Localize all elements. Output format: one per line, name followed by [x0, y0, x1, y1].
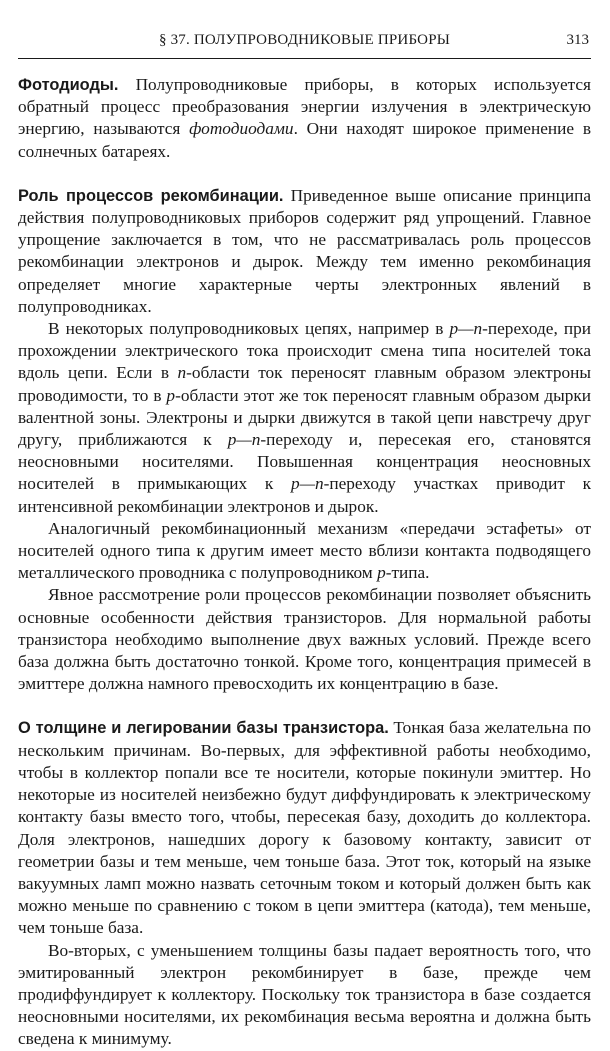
text-span: Приведенное выше описание принципа действия полупроводниковых приборов содержит ряд упрощений. Главное упрощение заключается в том, что не рассматривалась роль процессов рекомбинации электронов и дырок. Между тем именно рекомбинация определяет многие характерные черты электронных явлений в полупроводниках.: [18, 185, 591, 316]
running-head: [18, 28, 591, 59]
heading-recombination-role: Роль процессов рекомбинации.: [18, 186, 284, 205]
text-span: -переходе, при прохождении электрического тока происходит смена типа носителей тока вдоль цепи. Если в: [18, 319, 591, 383]
body-text: [18, 74, 591, 1051]
paragraph-second-reason: Во-вторых, с уменьшением толщины базы падает вероятность того, что эмитированный электрон рекомбинирует в базе, прежде чем продиффундирует к коллектору. Поскольку ток транзистора в базе создается неосновными носителями, их рекомбинация весьма вероятна и должна быть сведена к минимуму.: [18, 940, 591, 1049]
text-span: Тонкая база желательна по нескольким причинам. Во-первых, для эффективной работы необходимо, чтобы в коллектор попали все те носители, которые покинули эмиттер. Но некоторые из носителей неизбежно будут диффундировать к электрическому контакту базы вместо того, чтобы, пересекая базу, доходить до коллектора. Доля электронов, нашедших дорогу к базовому контакту, зависит от геометрии базы и тем меньше, чем тоньше база. Этот ток, который на языке вакуумных ламп можно назвать сеточным током и который должен быть как можно меньше по сравнению с током в цепи эмиттера (катода), тем меньше, чем тоньше база.: [18, 718, 592, 938]
text-span: -переходу участках приводит к интенсивной рекомбинации электронов и дырок.: [18, 474, 591, 516]
text-span: -области ток переносят главным образом электроны проводимости, то в: [18, 363, 591, 405]
text-span: -переходу и, пересекая его, становятся неосновными носителями. Повышенная концентрация неосновных носителей в примыкающих к: [18, 430, 591, 494]
text-span: В некоторых полупроводниковых цепях, например в: [48, 319, 450, 339]
paragraph-photodiodes: [18, 74, 591, 163]
paragraph-recombination-role: [18, 185, 591, 318]
text-span: . Они находят широкое применение в солнечных батареях.: [18, 119, 591, 161]
symbol-pn: p—n: [449, 319, 483, 339]
symbol-pn: p—n: [227, 430, 261, 450]
heading-base-thickness: О толщине и легировании базы транзистора.: [18, 719, 389, 738]
paragraph-relay-mechanism: [18, 518, 591, 585]
text-span: -области этот же ток переносят главным образом дырки валентной зоны. Электроны и дырки движутся в такой цепи навстречу друг другу, приближаются к: [18, 385, 592, 450]
paragraph-pn-junction: [18, 318, 591, 518]
paragraph-base-thickness: [18, 717, 591, 939]
symbol-n: n: [177, 363, 187, 383]
symbol-pn: p—n: [290, 474, 324, 494]
paragraph-transistor-conditions: Явное рассмотрение роли процессов рекомбинации позволяет объяснить основные особенности действия транзисторов. Для нормальной работы транзистора необходимо выполнение двух важных условий. Прежде всего база должна быть достаточно тонкой. Кроме того, концентрация примесей в эмиттере должна намного превосходить их концентрацию в базе.: [18, 585, 591, 694]
page-number: 313: [566, 32, 589, 48]
running-head-title: § 37. ПОЛУПРОВОДНИКОВЫЕ ПРИБОРЫ: [158, 32, 451, 48]
heading-photodiodes: Фотодиоды.: [18, 76, 119, 94]
text-span: Полупроводниковые приборы, в которых используется обратный процесс преобразования энергии излучения в электрическую энергию, называются: [18, 75, 591, 139]
text-span: -типа.: [385, 563, 430, 583]
symbol-p: p: [377, 563, 386, 583]
text-span: Аналогичный рекомбинационный механизм «передачи эстафеты» от носителей одного типа к другим имеет место вблизи контакта подводящего металлического проводника с полупроводником: [18, 518, 591, 583]
term-photodiodes: фотодиодами: [189, 119, 294, 139]
book-page: [18, 0, 592, 1049]
symbol-p: p: [166, 385, 176, 405]
